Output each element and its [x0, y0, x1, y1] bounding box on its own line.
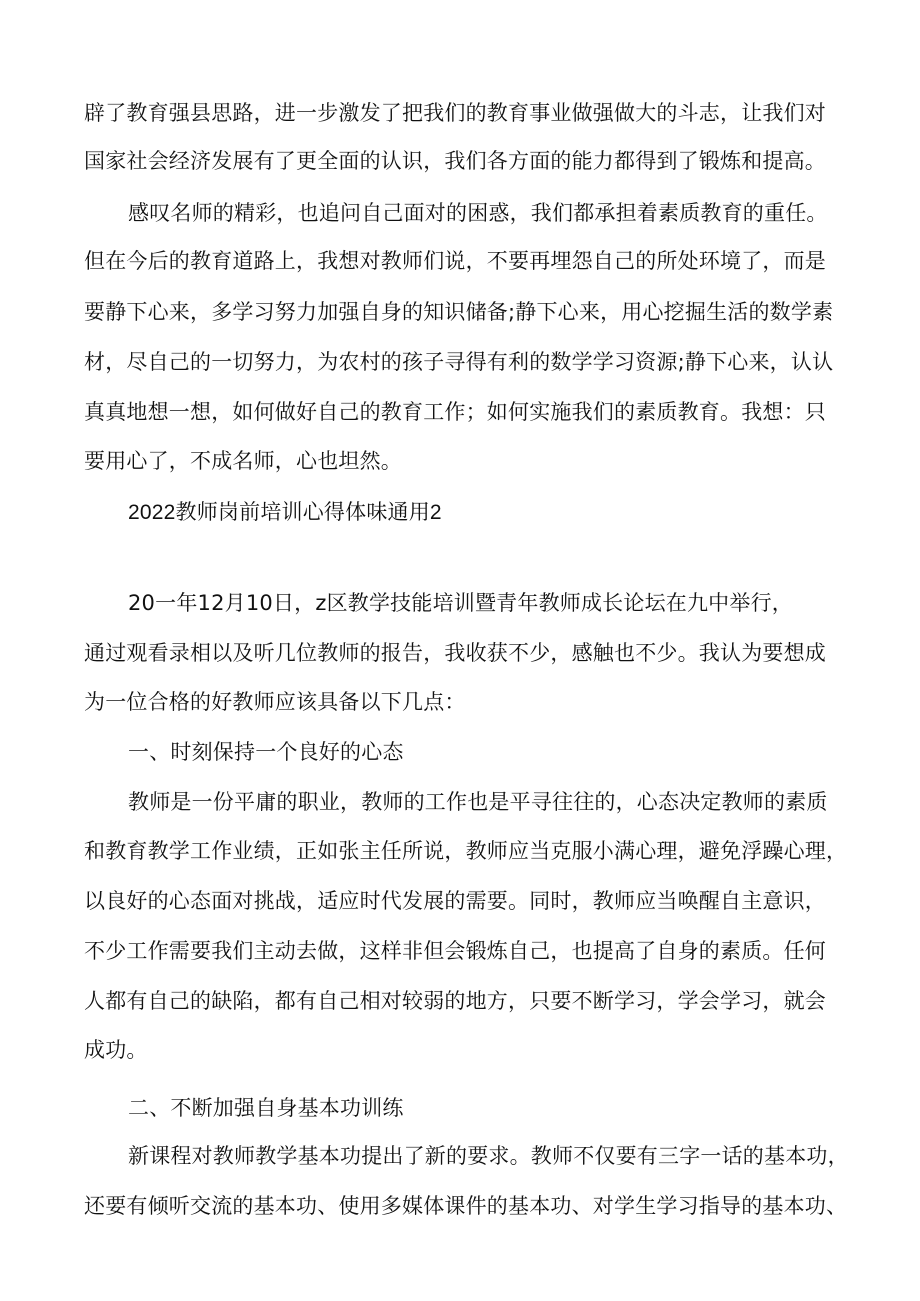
text-line: 要用心了，不成名师，心也坦然。 — [84, 449, 402, 473]
text-line: 但在今后的教育道路上，我想对教师们说，不要再埋怨自己的所处环境了，而是 — [84, 249, 826, 273]
text-line: 通过观看录相以及听几位教师的报告，我收获不少，感触也不少。我认为要想成 — [84, 641, 826, 665]
text-line: 和教育教学工作业绩，正如张主任所说，教师应当克服小满心理，避免浮躁心理， — [84, 839, 848, 863]
text-line: 还要有倾听交流的基本功、使用多媒体课件的基本功、对学生学习指导的基本功、 — [84, 1194, 848, 1218]
subheading: 一、时刻保持一个良好的心态 — [128, 740, 404, 764]
text-line: 材，尽自己的一切努力，为农村的孩子寻得有利的数学学习资源;静下心来，认认 — [84, 350, 834, 374]
text-line: 为一位合格的好教师应该具备以下几点： — [84, 690, 466, 714]
text-line: 要静下心来，多学习努力加强自身的知识储备;静下心来，用心挖掘生活的数学素 — [84, 300, 834, 324]
text-line: 国家社会经济发展有了更全面的认识，我们各方面的能力都得到了锻炼和提高。 — [84, 149, 826, 173]
text-line: 教师是一份平庸的职业，教师的工作也是平寻往往的，心态决定教师的素质 — [128, 790, 828, 814]
text-line: 真真地想一想，如何做好自己的教育工作；如何实施我们的素质教育。我想：只 — [84, 400, 826, 424]
subheading: 二、不断加强自身基本功训练 — [128, 1096, 404, 1120]
text-line: 人都有自己的缺陷，都有自己相对较弱的地方，只要不断学习，学会学习，就会 — [84, 989, 826, 1013]
section-heading: 2022教师岗前培训心得体味通用2 — [128, 501, 442, 524]
text-line: 不少工作需要我们主动去做，这样非但会锻炼自己，也提高了自身的素质。任何 — [84, 939, 826, 963]
text-line: 感叹名师的精彩，也追问自己面对的困惑，我们都承担着素质教育的重任。 — [128, 201, 828, 225]
text-line: 新课程对教师教学基本功提出了新的要求。教师不仅要有三字一话的基本功， — [128, 1144, 849, 1168]
text-line: 20一年12月10日，z区教学技能培训暨青年教师成长论坛在九中举行， — [128, 591, 793, 615]
text-line: 辟了教育强县思路，进一步激发了把我们的教育事业做强做大的斗志，让我们对 — [84, 101, 826, 125]
text-line: 成功。 — [84, 1038, 148, 1062]
text-line: 以良好的心态面对挑战，适应时代发展的需要。同时，教师应当唤醒自主意识， — [84, 889, 826, 913]
